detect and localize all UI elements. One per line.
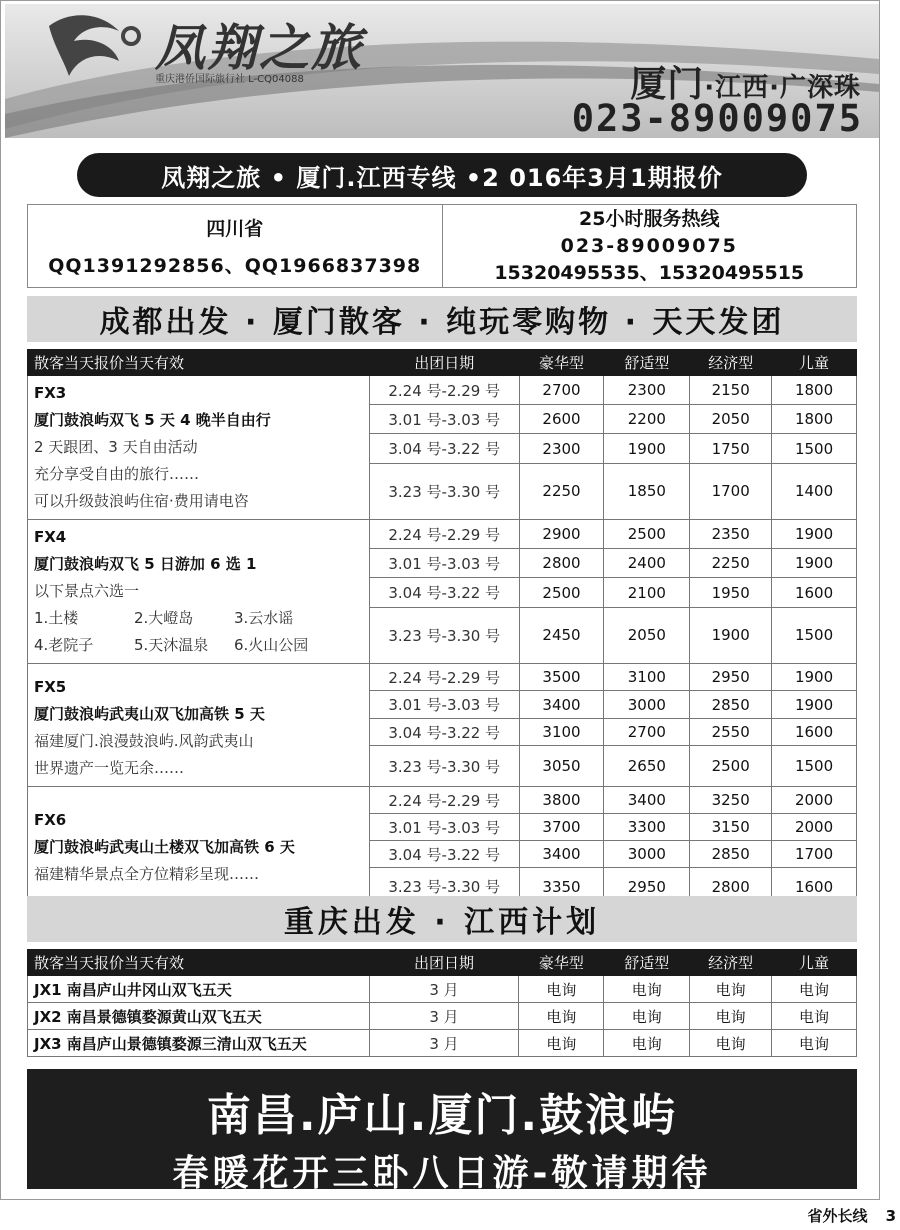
price-cell: 1500 bbox=[772, 434, 857, 463]
sights-row bbox=[34, 632, 363, 659]
price-cell: 2700 bbox=[604, 718, 690, 745]
header-cell: 出团日期 bbox=[369, 350, 519, 376]
price-cell: 电询 bbox=[519, 976, 604, 1003]
price-cell: 2150 bbox=[690, 376, 772, 405]
tour-description bbox=[28, 664, 370, 787]
promo-line1: 南昌.庐山.厦门.鼓浪屿 bbox=[206, 1090, 678, 1141]
header-cell: 散客当天报价当天有效 bbox=[28, 950, 370, 976]
price-cell: 2450 bbox=[519, 607, 604, 663]
price-cell: 2900 bbox=[519, 520, 604, 549]
sight-item: 5.天沐温泉 bbox=[134, 636, 209, 654]
hotline-phone: 023-89009075 bbox=[560, 234, 738, 257]
price-cell: 1600 bbox=[772, 578, 857, 607]
date-cell: 3 月 bbox=[369, 1003, 519, 1030]
contact-box bbox=[27, 204, 857, 288]
price-cell: 1800 bbox=[772, 376, 857, 405]
tour-code: FX4 bbox=[34, 528, 67, 546]
price-cell: 1800 bbox=[772, 405, 857, 434]
tour-code: FX5 bbox=[34, 678, 67, 696]
price-cell: 1700 bbox=[690, 463, 772, 519]
price-cell: 2350 bbox=[690, 520, 772, 549]
price-cell: 2800 bbox=[690, 868, 772, 906]
price-cell: 1950 bbox=[690, 578, 772, 607]
sight-item: 4.老院子 bbox=[34, 636, 94, 654]
section-chengdu-title: 成都出发 · 厦门散客 · 纯玩零购物 · 天天发团 bbox=[27, 296, 857, 342]
date-cell: 3.23 号-3.30 号 bbox=[369, 868, 519, 906]
price-cell: 电询 bbox=[519, 1030, 604, 1057]
price-cell: 2700 bbox=[519, 376, 604, 405]
price-cell: 1600 bbox=[772, 868, 857, 906]
agency-text: 重庆港侨国际旅行社 L-CQ04088 bbox=[155, 74, 304, 85]
header-cell: 豪华型 bbox=[519, 350, 604, 376]
price-cell: 1900 bbox=[604, 434, 690, 463]
jiangxi-price-table bbox=[27, 949, 857, 1057]
price-cell: 2250 bbox=[690, 549, 772, 578]
logo-text: 凤翔之旅 bbox=[155, 18, 363, 77]
date-cell: 3.04 号-3.22 号 bbox=[369, 718, 519, 745]
price-cell: 1900 bbox=[772, 691, 857, 718]
price-cell: 3700 bbox=[519, 814, 604, 841]
tour-name: 厦门鼓浪屿武夷山双飞加高铁 5 天 bbox=[34, 705, 265, 723]
tour-name: JX1 南昌庐山井冈山双飞五天 bbox=[28, 976, 370, 1003]
price-cell: 2550 bbox=[690, 718, 772, 745]
price-cell: 2400 bbox=[604, 549, 690, 578]
date-cell: 3.04 号-3.22 号 bbox=[369, 841, 519, 868]
date-cell: 2.24 号-2.29 号 bbox=[369, 787, 519, 814]
tour-line: 以下景点六选一 bbox=[34, 582, 140, 600]
price-cell: 3100 bbox=[519, 718, 604, 745]
tour-line: 2 天跟团、3 天自由活动 bbox=[34, 438, 198, 456]
sight-item: 6.火山公园 bbox=[234, 636, 309, 654]
price-cell: 1700 bbox=[772, 841, 857, 868]
date-cell: 3.01 号-3.03 号 bbox=[369, 814, 519, 841]
date-cell: 2.24 号-2.29 号 bbox=[369, 664, 519, 691]
price-cell: 1750 bbox=[690, 434, 772, 463]
date-cell: 3.04 号-3.22 号 bbox=[369, 578, 519, 607]
sight-item: 2.大嶝岛 bbox=[134, 609, 194, 627]
sight-item: 3.云水谣 bbox=[234, 609, 294, 627]
date-cell: 3.01 号-3.03 号 bbox=[369, 691, 519, 718]
price-cell: 电询 bbox=[772, 976, 857, 1003]
price-cell: 3050 bbox=[519, 746, 604, 787]
date-cell: 3.01 号-3.03 号 bbox=[369, 549, 519, 578]
destination-main: 厦门 bbox=[630, 64, 705, 105]
header-cell: 出团日期 bbox=[369, 950, 519, 976]
footer-label: 省外长线 bbox=[807, 1207, 868, 1225]
price-cell: 2600 bbox=[519, 405, 604, 434]
price-cell: 2500 bbox=[519, 578, 604, 607]
price-cell: 3150 bbox=[690, 814, 772, 841]
tour-name: JX2 南昌景德镇婺源黄山双飞五天 bbox=[28, 1003, 370, 1030]
price-cell: 2300 bbox=[519, 434, 604, 463]
price-cell: 2300 bbox=[604, 376, 690, 405]
header-banner bbox=[5, 4, 879, 138]
sights-row bbox=[34, 605, 363, 632]
header-cell: 经济型 bbox=[690, 350, 772, 376]
tour-line: 福建精华景点全方位精彩呈现…… bbox=[34, 865, 260, 883]
header-phone: 023-89009075 bbox=[571, 97, 863, 138]
price-cell: 2000 bbox=[772, 814, 857, 841]
contact-right bbox=[442, 205, 857, 287]
price-cell: 电询 bbox=[604, 1003, 690, 1030]
price-cell: 2200 bbox=[604, 405, 690, 434]
phoenix-logo-icon bbox=[39, 6, 149, 86]
price-cell: 3400 bbox=[604, 787, 690, 814]
price-cell: 电询 bbox=[772, 1030, 857, 1057]
tour-code: FX3 bbox=[34, 384, 67, 402]
page-title: 凤翔之旅 • 厦门.江西专线 •2 016年3月1期报价 bbox=[77, 153, 807, 197]
price-cell: 3250 bbox=[690, 787, 772, 814]
date-cell: 3.23 号-3.30 号 bbox=[369, 746, 519, 787]
tour-description bbox=[28, 787, 370, 906]
price-cell: 1500 bbox=[772, 746, 857, 787]
xiamen-price-table bbox=[27, 349, 857, 906]
promo-box bbox=[27, 1069, 857, 1194]
price-cell: 2500 bbox=[604, 520, 690, 549]
table-row bbox=[28, 376, 857, 405]
date-cell: 3.04 号-3.22 号 bbox=[369, 434, 519, 463]
contact-left bbox=[28, 205, 442, 287]
tour-description bbox=[28, 520, 370, 664]
table-header-row bbox=[28, 950, 857, 976]
table-row bbox=[28, 976, 857, 1003]
tour-description bbox=[28, 376, 370, 520]
table-row bbox=[28, 787, 857, 814]
price-cell: 3300 bbox=[604, 814, 690, 841]
tour-line: 可以升级鼓浪屿住宿·费用请电咨 bbox=[34, 492, 249, 510]
hotline-label: 25小时服务热线 bbox=[579, 207, 720, 230]
tour-name: 厦门鼓浪屿双飞 5 天 4 晚半自由行 bbox=[34, 411, 271, 429]
price-cell: 电询 bbox=[519, 1003, 604, 1030]
page-number: 3 bbox=[885, 1207, 896, 1225]
price-cell: 2250 bbox=[519, 463, 604, 519]
header-cell: 儿童 bbox=[772, 950, 857, 976]
tour-name: 厦门鼓浪屿武夷山土楼双飞加高铁 6 天 bbox=[34, 838, 295, 856]
price-cell: 1900 bbox=[772, 664, 857, 691]
mobile-numbers: 15320495535、15320495515 bbox=[494, 261, 805, 284]
price-cell: 3400 bbox=[519, 841, 604, 868]
price-cell: 电询 bbox=[604, 976, 690, 1003]
date-cell: 3 月 bbox=[369, 1030, 519, 1057]
table-row bbox=[28, 1030, 857, 1057]
price-cell: 2650 bbox=[604, 746, 690, 787]
promo-line2: 春暖花开三卧八日游-敬请期待 bbox=[172, 1153, 712, 1194]
header-cell: 豪华型 bbox=[519, 950, 604, 976]
price-cell: 2950 bbox=[690, 664, 772, 691]
tour-line: 世界遗产一览无余…… bbox=[34, 759, 185, 777]
header-cell: 舒适型 bbox=[604, 950, 690, 976]
header-cell: 散客当天报价当天有效 bbox=[28, 350, 370, 376]
price-cell: 1600 bbox=[772, 718, 857, 745]
table-row bbox=[28, 520, 857, 549]
price-cell: 1850 bbox=[604, 463, 690, 519]
header-cell: 经济型 bbox=[690, 950, 772, 976]
price-cell: 1900 bbox=[772, 520, 857, 549]
price-cell: 3500 bbox=[519, 664, 604, 691]
header-cell: 舒适型 bbox=[604, 350, 690, 376]
date-cell: 2.24 号-2.29 号 bbox=[369, 520, 519, 549]
price-cell: 电询 bbox=[772, 1003, 857, 1030]
price-cell: 1900 bbox=[690, 607, 772, 663]
table-row bbox=[28, 664, 857, 691]
price-cell: 电询 bbox=[690, 1003, 772, 1030]
destination-rest: ·江西·广深珠 bbox=[704, 73, 861, 103]
price-cell: 3000 bbox=[604, 691, 690, 718]
price-cell: 2050 bbox=[604, 607, 690, 663]
province: 四川省 bbox=[206, 218, 264, 240]
price-cell: 2850 bbox=[690, 691, 772, 718]
date-cell: 3 月 bbox=[369, 976, 519, 1003]
price-cell: 3100 bbox=[604, 664, 690, 691]
price-cell: 3800 bbox=[519, 787, 604, 814]
date-cell: 2.24 号-2.29 号 bbox=[369, 376, 519, 405]
price-cell: 3350 bbox=[519, 868, 604, 906]
price-cell: 2000 bbox=[772, 787, 857, 814]
price-cell: 1400 bbox=[772, 463, 857, 519]
price-cell: 2500 bbox=[690, 746, 772, 787]
table-row bbox=[28, 1003, 857, 1030]
tour-name: 厦门鼓浪屿双飞 5 日游加 6 选 1 bbox=[34, 555, 257, 573]
qq-numbers: QQ1391292856、QQ1966837398 bbox=[48, 255, 422, 277]
price-cell: 3000 bbox=[604, 841, 690, 868]
table-header-row bbox=[28, 350, 857, 376]
date-cell: 3.01 号-3.03 号 bbox=[369, 405, 519, 434]
price-cell: 2100 bbox=[604, 578, 690, 607]
price-cell: 2050 bbox=[690, 405, 772, 434]
price-cell: 电询 bbox=[690, 976, 772, 1003]
price-cell: 3400 bbox=[519, 691, 604, 718]
tour-line: 福建厦门.浪漫鼓浪屿.风韵武夷山 bbox=[34, 732, 254, 750]
price-cell: 2850 bbox=[690, 841, 772, 868]
price-cell: 电询 bbox=[604, 1030, 690, 1057]
price-cell: 2950 bbox=[604, 868, 690, 906]
date-cell: 3.23 号-3.30 号 bbox=[369, 607, 519, 663]
price-cell: 电询 bbox=[690, 1030, 772, 1057]
price-cell: 1500 bbox=[772, 607, 857, 663]
header-cell: 儿童 bbox=[772, 350, 857, 376]
price-cell: 2800 bbox=[519, 549, 604, 578]
tour-line: 充分享受自由的旅行…… bbox=[34, 465, 200, 483]
tour-code: FX6 bbox=[34, 811, 67, 829]
sight-item: 1.土楼 bbox=[34, 609, 79, 627]
date-cell: 3.23 号-3.30 号 bbox=[369, 463, 519, 519]
page-footer bbox=[808, 1205, 896, 1226]
section-chongqing-title: 重庆出发 · 江西计划 bbox=[27, 896, 857, 942]
tour-name: JX3 南昌庐山景德镇婺源三清山双飞五天 bbox=[28, 1030, 370, 1057]
price-cell: 1900 bbox=[772, 549, 857, 578]
